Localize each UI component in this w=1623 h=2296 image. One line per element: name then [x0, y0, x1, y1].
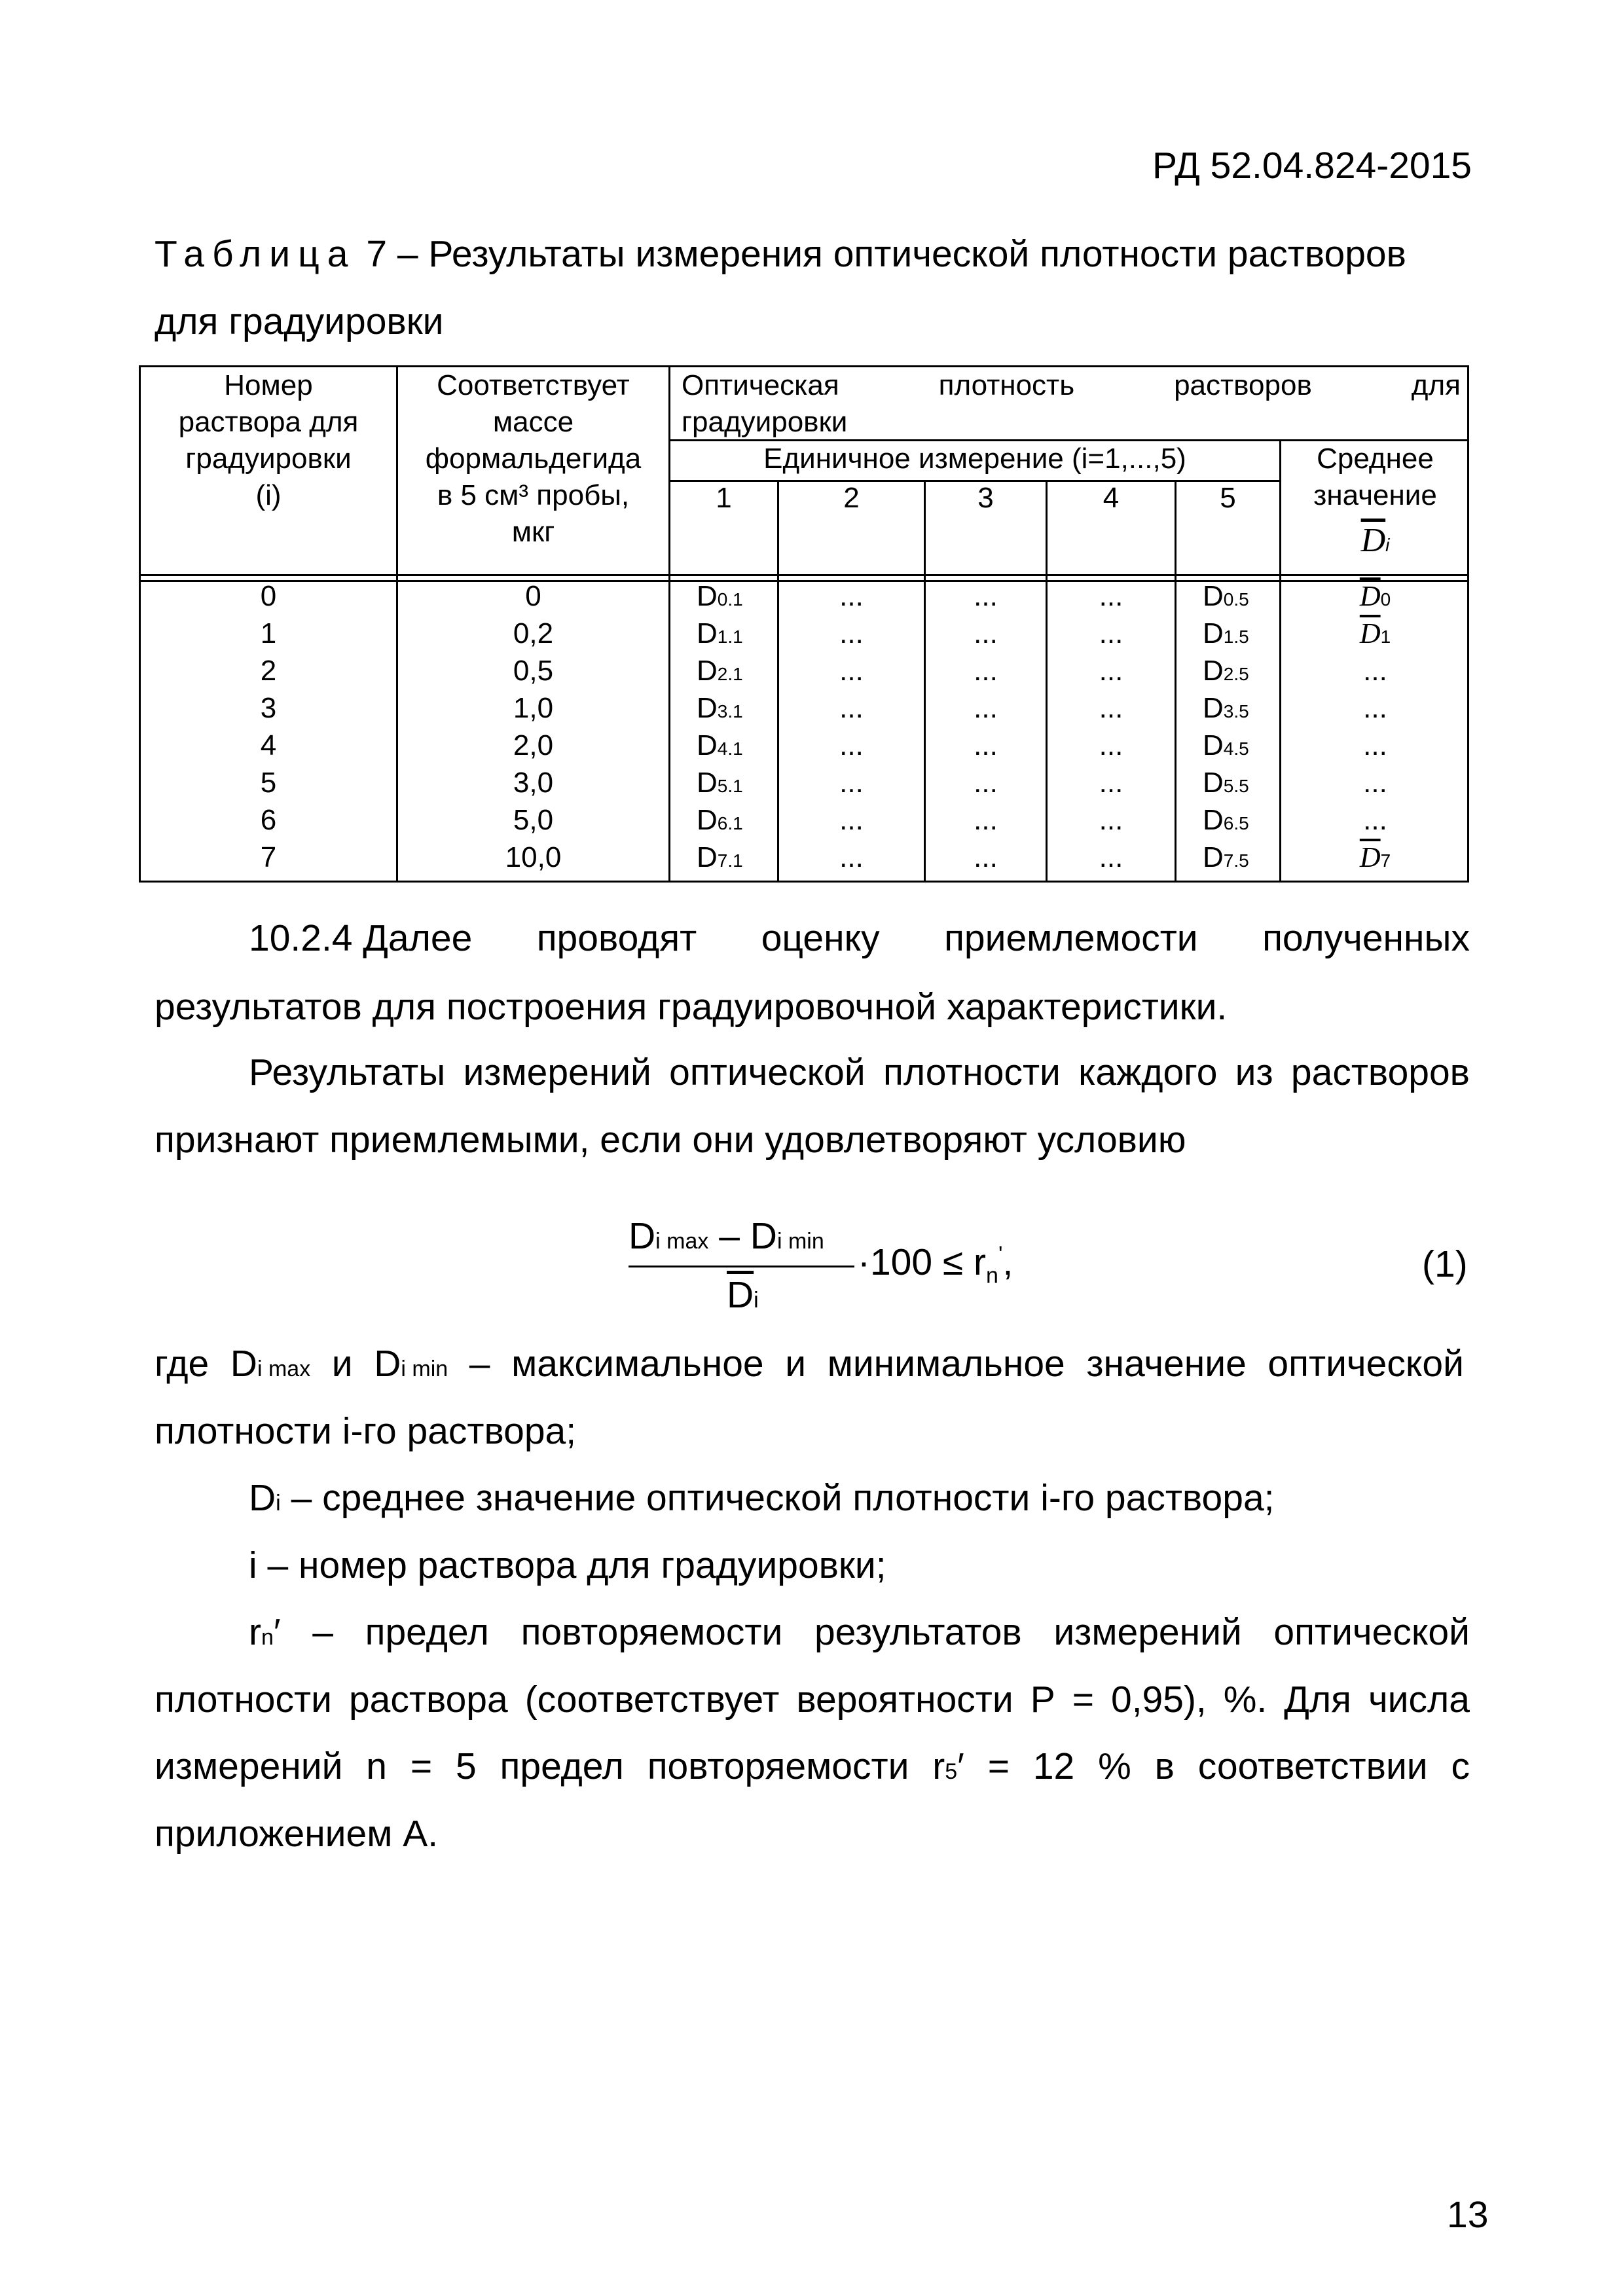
- row-formaldehyde-mass: 3,0: [513, 767, 554, 799]
- paragraph-10-2-4-line1: 10.2.4 Далее проводят оценку приемлемости полученных: [249, 917, 1470, 959]
- definition-rn-line3: измерений n = 5 предел повторяемости r5′ = 12 % в соответствии с: [155, 1745, 1470, 1787]
- formula-numerator: Di max – Di min: [629, 1215, 824, 1257]
- header-solution-number: Номер раствора для градуировки (i): [178, 369, 359, 511]
- document-code: РД 52.04.824-2015: [1152, 145, 1472, 187]
- definition-i: i – номер раствора для градуировки;: [249, 1544, 886, 1586]
- row-measure-4: ...: [1099, 692, 1123, 724]
- row-measure-1: D6.1: [697, 804, 743, 836]
- table-caption-line2: для градуировки: [155, 301, 444, 342]
- row-mean-value: $\overline{D}7$: [1359, 841, 1391, 873]
- header-mean-value: Среднее значение $\overline{D}i$: [1313, 443, 1437, 559]
- row-measure-2: ...: [839, 692, 864, 724]
- row-measure-5: D3.5: [1203, 692, 1249, 724]
- row-measure-5: D6.5: [1203, 804, 1249, 836]
- header-measure-2: 2: [843, 482, 860, 514]
- row-measure-1: D1.1: [697, 617, 743, 649]
- results-table: [139, 365, 1469, 883]
- definition-rn-line4: приложением А.: [155, 1813, 439, 1855]
- row-measure-5: D7.5: [1203, 841, 1249, 873]
- row-solution-number: 5: [260, 767, 277, 799]
- formula-condition: $\cdot 100 \le r_n'$,: [858, 1241, 1013, 1288]
- row-solution-number: 7: [260, 841, 277, 873]
- formula-denominator: $\overline{D}i$: [727, 1274, 759, 1316]
- row-formaldehyde-mass: 0,2: [513, 617, 554, 649]
- row-measure-3: ...: [974, 841, 998, 873]
- row-measure-5: D1.5: [1203, 617, 1249, 649]
- row-mean-value: ...: [1363, 692, 1387, 724]
- row-solution-number: 1: [260, 617, 277, 649]
- row-measure-4: ...: [1099, 841, 1123, 873]
- row-measure-3: ...: [974, 729, 998, 761]
- row-formaldehyde-mass: 0,5: [513, 655, 554, 687]
- header-single-measurement: Единичное измерение (i=1,...,5): [763, 443, 1186, 475]
- row-measure-2: ...: [839, 655, 864, 687]
- row-formaldehyde-mass: 10,0: [505, 841, 562, 873]
- definition-dmax-dmin-line2: плотности i-го раствора;: [155, 1410, 577, 1452]
- mean-symbol: $\overline{D}$: [1360, 522, 1386, 559]
- paragraph-results-line2: признают приемлемыми, если они удовлетворяют условию: [155, 1119, 1186, 1161]
- row-measure-2: ...: [839, 767, 864, 799]
- row-measure-3: ...: [974, 692, 998, 724]
- row-measure-1: D3.1: [697, 692, 743, 724]
- row-measure-3: ...: [974, 617, 998, 649]
- row-measure-2: ...: [839, 804, 864, 836]
- row-measure-2: ...: [839, 617, 864, 649]
- row-measure-1: D0.1: [697, 580, 743, 612]
- row-measure-3: ...: [974, 804, 998, 836]
- row-measure-2: ...: [839, 841, 864, 873]
- definition-dmean: Di – среднее значение оптической плотности i-го раствора;: [249, 1477, 1275, 1519]
- row-mean-value: $\overline{D}0$: [1359, 580, 1391, 612]
- row-solution-number: 2: [260, 655, 277, 687]
- table-caption-line1: [155, 232, 1406, 276]
- header-measure-1: 1: [716, 482, 732, 514]
- row-measure-4: ...: [1099, 767, 1123, 799]
- header-measure-4: 4: [1103, 482, 1120, 514]
- row-measure-4: ...: [1099, 729, 1123, 761]
- row-solution-number: 6: [260, 804, 277, 836]
- paragraph-results-line1: Результаты измерений оптической плотности каждого из растворов: [249, 1051, 1470, 1093]
- row-measure-5: D5.5: [1203, 767, 1249, 799]
- row-solution-number: 4: [260, 729, 277, 761]
- page-number: 13: [1447, 2194, 1489, 2236]
- row-formaldehyde-mass: 0: [525, 580, 541, 612]
- row-measure-5: D0.5: [1203, 580, 1249, 612]
- table-caption-lead: Таблица: [155, 233, 356, 275]
- row-measure-4: ...: [1099, 655, 1123, 687]
- row-solution-number: 0: [260, 580, 277, 612]
- row-measure-1: D7.1: [697, 841, 743, 873]
- header-measure-5: 5: [1220, 482, 1236, 514]
- row-measure-5: D2.5: [1203, 655, 1249, 687]
- definition-rn-line1: rn′ – предел повторяемости результатов измерений оптической: [249, 1611, 1470, 1653]
- header-formaldehyde-mass: Соответствует массе формальдегида в 5 см³ пробы, мкг: [425, 369, 642, 548]
- header-measure-3: 3: [977, 482, 994, 514]
- row-measure-3: ...: [974, 655, 998, 687]
- row-measure-2: ...: [839, 729, 864, 761]
- row-measure-3: ...: [974, 767, 998, 799]
- row-measure-1: D4.1: [697, 729, 743, 761]
- definition-rn-line2: плотности раствора (соответствует вероятности Р = 0,95), %. Для числа: [155, 1679, 1470, 1721]
- row-measure-3: ...: [974, 580, 998, 612]
- row-measure-4: ...: [1099, 580, 1123, 612]
- header-optical-density-group: Оптическая плотность растворов для градуировки: [682, 369, 1461, 438]
- row-mean-value: ...: [1363, 655, 1387, 687]
- row-measure-4: ...: [1099, 804, 1123, 836]
- row-formaldehyde-mass: 5,0: [513, 804, 554, 836]
- paragraph-10-2-4-line2: результатов для построения градуировочной характеристики.: [155, 986, 1228, 1028]
- row-mean-value: ...: [1363, 804, 1387, 836]
- row-measure-5: D4.5: [1203, 729, 1249, 761]
- row-mean-value: ...: [1363, 767, 1387, 799]
- definition-dmax-dmin-line1: где Di max и Di min – максимальное и минимальное значение оптической: [155, 1343, 1464, 1385]
- row-solution-number: 3: [260, 692, 277, 724]
- table-caption-title: 7 – Результаты измерения оптической плотности растворов: [366, 233, 1406, 275]
- row-measure-1: D2.1: [697, 655, 743, 687]
- row-formaldehyde-mass: 1,0: [513, 692, 554, 724]
- row-measure-4: ...: [1099, 617, 1123, 649]
- equation-number: (1): [1422, 1243, 1468, 1285]
- row-mean-value: ...: [1363, 729, 1387, 761]
- row-measure-1: D5.1: [697, 767, 743, 799]
- row-measure-2: ...: [839, 580, 864, 612]
- row-formaldehyde-mass: 2,0: [513, 729, 554, 761]
- row-mean-value: $\overline{D}1$: [1359, 617, 1391, 649]
